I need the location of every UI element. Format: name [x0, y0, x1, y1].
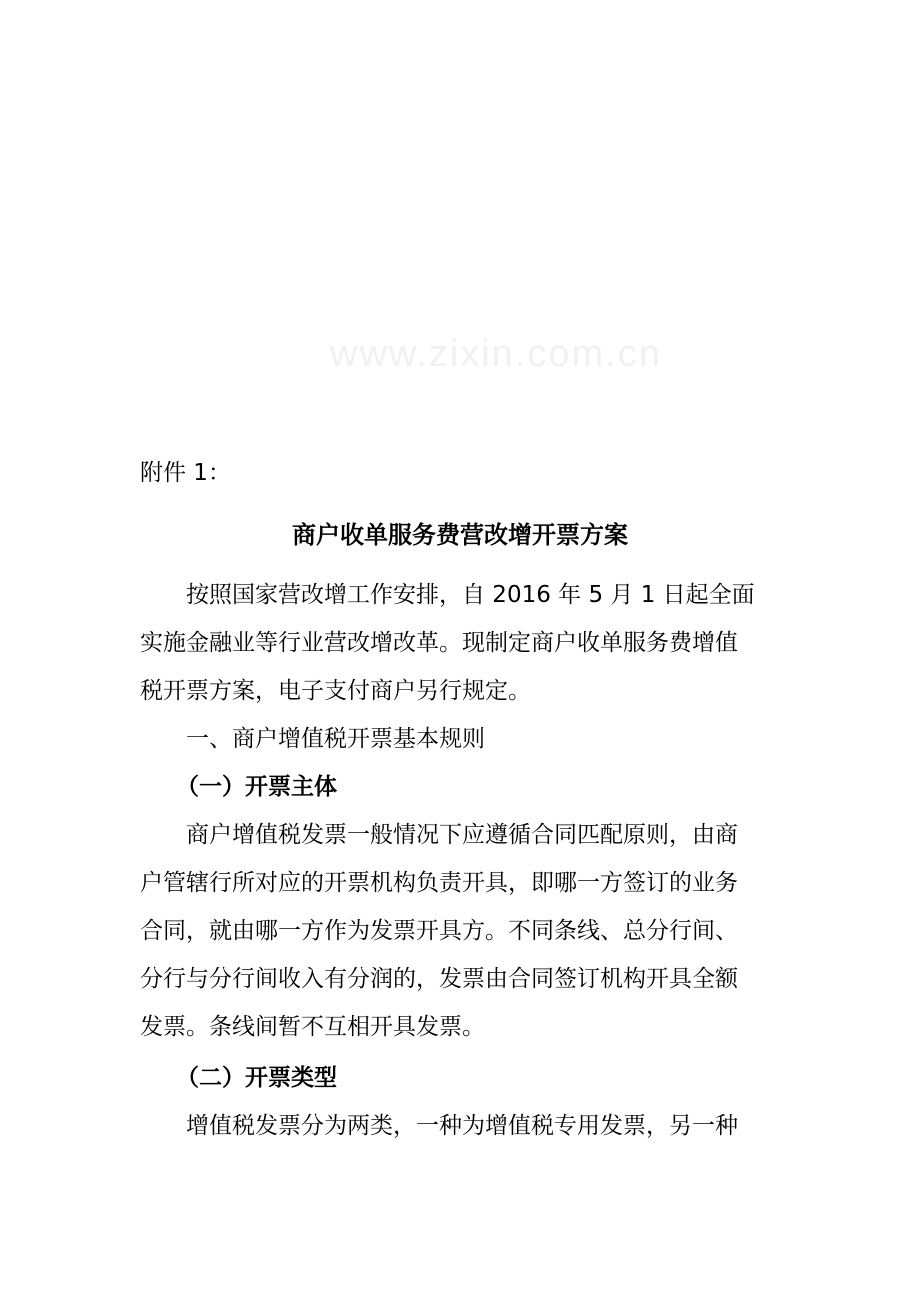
subsection-1-line: 商户增值税发票一般情况下应遵循合同匹配原则，由商 — [186, 822, 738, 848]
section-1-heading: 一、商户增值税开票基本规则 — [186, 726, 485, 752]
intro-line: 按照国家营改增工作安排，自 2016 年 5 月 1 日起全面 — [186, 582, 755, 608]
attachment-label: 附件 1： — [140, 460, 231, 486]
subsection-1-line: 户管辖行所对应的开票机构负责开具，即哪一方签订的业务 — [140, 870, 738, 896]
intro-line: 税开票方案，电子支付商户另行规定。 — [140, 678, 531, 704]
subsection-1-line: 发票。条线间暂不互相开具发票。 — [140, 1014, 485, 1040]
subsection-1-line: 合同，就由哪一方作为发票开具方。不同条线、总分行间、 — [140, 918, 738, 944]
subsection-1-heading: （一）开票主体 — [176, 774, 337, 800]
intro-line: 实施金融业等行业营改增改革。现制定商户收单服务费增值 — [140, 630, 738, 656]
watermark: www.zixin.com.cn — [330, 333, 662, 375]
document-title: 商户收单服务费营改增开票方案 — [292, 521, 628, 549]
subsection-2-heading: （二）开票类型 — [176, 1065, 337, 1091]
subsection-1-line: 分行与分行间收入有分润的，发票由合同签订机构开具全额 — [140, 966, 738, 992]
subsection-2-line: 增值税发票分为两类，一种为增值税专用发票，另一种 — [186, 1113, 738, 1139]
